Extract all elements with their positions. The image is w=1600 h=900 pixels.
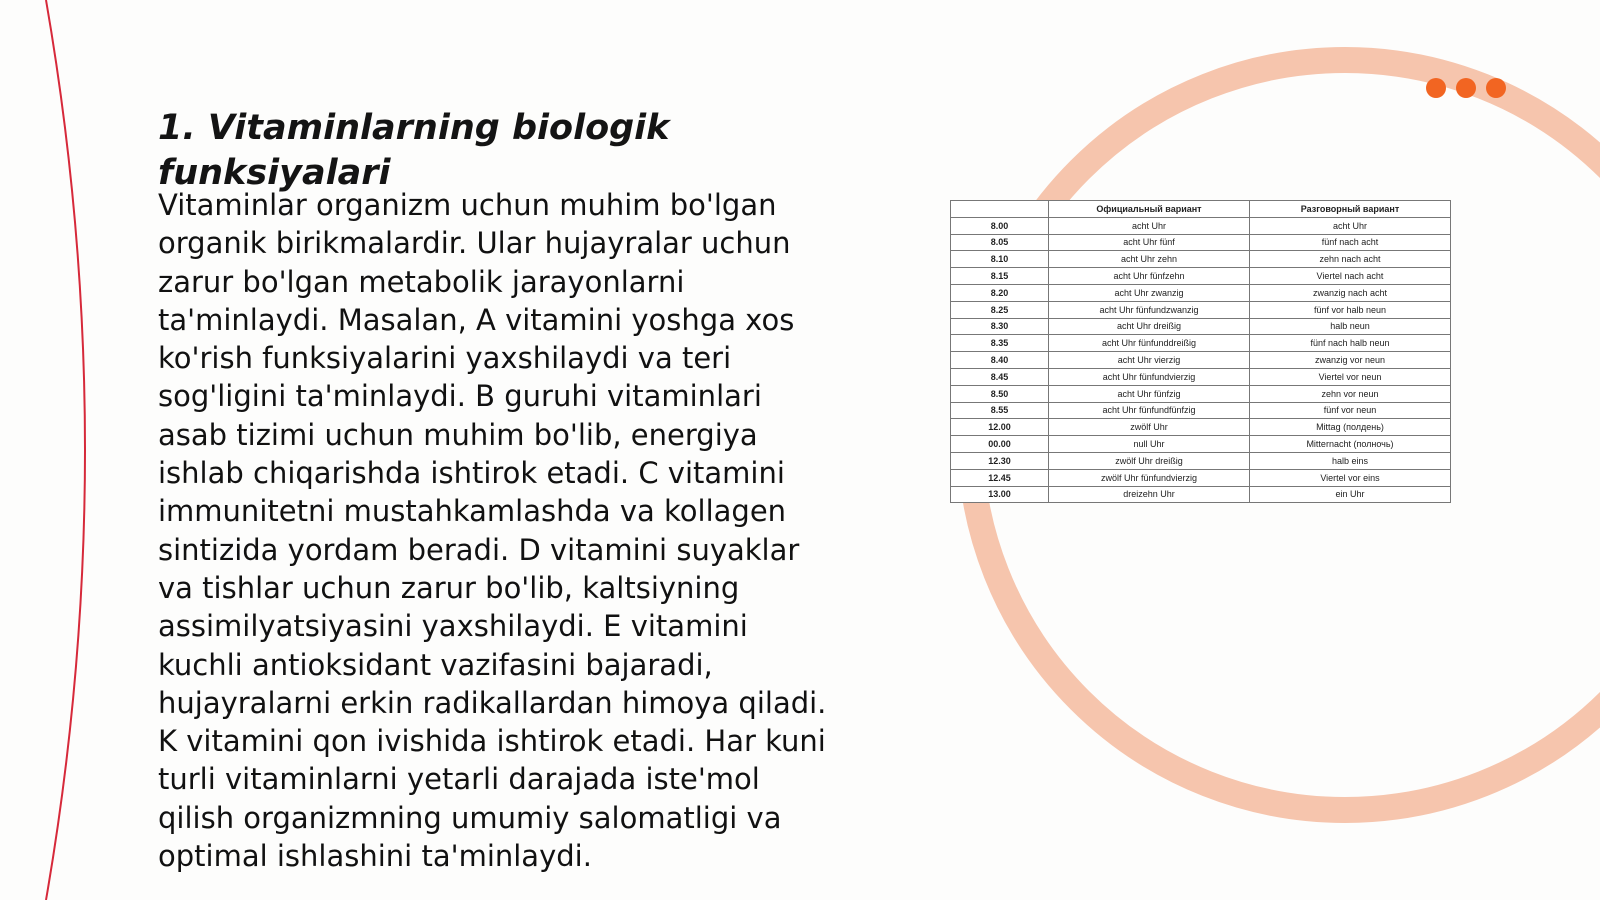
table-row — [951, 234, 1451, 251]
colloquial-variant-cell: fünf vor halb neun — [1250, 301, 1451, 318]
colloquial-variant-cell: zwanzig nach acht — [1250, 284, 1451, 301]
colloquial-variant-cell: fünf vor neun — [1250, 402, 1451, 419]
official-variant-cell: zwölf Uhr dreißig — [1049, 452, 1250, 469]
table-header-row — [951, 201, 1451, 218]
time-table — [950, 200, 1451, 503]
dot-2 — [1456, 78, 1476, 98]
time-cell: 13.00 — [951, 486, 1049, 503]
table-row — [951, 486, 1451, 503]
table-row — [951, 251, 1451, 268]
official-variant-cell: acht Uhr fünf — [1049, 234, 1250, 251]
table-row — [951, 217, 1451, 234]
table-row — [951, 385, 1451, 402]
time-cell: 8.20 — [951, 284, 1049, 301]
table-row — [951, 368, 1451, 385]
table-row — [951, 335, 1451, 352]
time-cell: 8.10 — [951, 251, 1049, 268]
colloquial-variant-cell: ein Uhr — [1250, 486, 1451, 503]
colloquial-variant-cell: halb eins — [1250, 452, 1451, 469]
time-cell: 12.45 — [951, 469, 1049, 486]
colloquial-variant-cell: fünf nach acht — [1250, 234, 1451, 251]
table-row — [951, 436, 1451, 453]
colloquial-variant-cell: Viertel vor neun — [1250, 368, 1451, 385]
official-variant-cell: zwölf Uhr fünfundvierzig — [1049, 469, 1250, 486]
official-variant-cell: acht Uhr fünfzig — [1049, 385, 1250, 402]
time-cell: 8.00 — [951, 217, 1049, 234]
colloquial-variant-cell: fünf nach halb neun — [1250, 335, 1451, 352]
colloquial-variant-cell: acht Uhr — [1250, 217, 1451, 234]
time-cell: 8.35 — [951, 335, 1049, 352]
table-row — [951, 268, 1451, 285]
colloquial-variant-cell: Mittag (полдень) — [1250, 419, 1451, 436]
time-cell: 8.15 — [951, 268, 1049, 285]
colloquial-variant-cell: Mitternacht (полночь) — [1250, 436, 1451, 453]
time-cell: 12.00 — [951, 419, 1049, 436]
official-variant-cell: acht Uhr fünfundfünfzig — [1049, 402, 1250, 419]
colloquial-variant-cell: zwanzig vor neun — [1250, 352, 1451, 369]
table-header-cell — [951, 201, 1049, 218]
official-variant-cell: acht Uhr fünfundvierzig — [1049, 368, 1250, 385]
table-row — [951, 402, 1451, 419]
official-variant-cell: acht Uhr dreißig — [1049, 318, 1250, 335]
time-cell: 8.50 — [951, 385, 1049, 402]
official-variant-cell: acht Uhr fünfundzwanzig — [1049, 301, 1250, 318]
official-variant-cell: dreizehn Uhr — [1049, 486, 1250, 503]
colloquial-variant-cell: halb neun — [1250, 318, 1451, 335]
table-row — [951, 452, 1451, 469]
time-cell: 8.05 — [951, 234, 1049, 251]
official-variant-cell: acht Uhr zehn — [1049, 251, 1250, 268]
time-cell: 8.40 — [951, 352, 1049, 369]
dot-3 — [1486, 78, 1506, 98]
table-row — [951, 301, 1451, 318]
time-cell: 8.45 — [951, 368, 1049, 385]
table-row — [951, 352, 1451, 369]
slide-body-text: Vitaminlar organizm uchun muhim bo'lgan organik birikmalardir. Ular hujayralar uchun zarur bo'lgan metabolik jarayonlarni ta'minlaydi. Masalan, A vitamini yoshga xos ko'rish funksiyalarini yaxshilaydi va teri sog'ligini ta'minlaydi. B guruhi vitaminlari asab tizimi uchun muhim bo'lib, energiya ishlab chiqarishda ishtirok etadi. C vitamini immunitetni mustahkamlashda va kollagen sintizida yordam beradi. D vitamini suyaklar va tishlar uchun zarur bo'lib, kaltsiyning assimilyatsiyasini yaxshilaydi. E vitamini kuchli antioksidant vazifasini bajaradi, hujayralarni erkin radikallardan himoya qiladi. K vitamini qon ivishida ishtirok etadi. Har kuni turli vitaminlarni yetarli darajada iste'mol qilish organizmning umumiy salomatligi va optimal ishlashini ta'minlaydi. — [158, 188, 827, 874]
colloquial-variant-cell: Viertel nach acht — [1250, 268, 1451, 285]
table-row — [951, 318, 1451, 335]
table-header-cell: Официальный вариант — [1049, 201, 1250, 218]
table-row — [951, 419, 1451, 436]
more-dots-icon — [1426, 78, 1506, 98]
slide-title: 1. Vitaminlarning biologik funksiyalari — [158, 108, 670, 193]
time-cell: 8.55 — [951, 402, 1049, 419]
time-cell: 8.30 — [951, 318, 1049, 335]
table-header-cell: Разговорный вариант — [1250, 201, 1451, 218]
dot-1 — [1426, 78, 1446, 98]
official-variant-cell: acht Uhr fünfzehn — [1049, 268, 1250, 285]
official-variant-cell: zwölf Uhr — [1049, 419, 1250, 436]
official-variant-cell: acht Uhr zwanzig — [1049, 284, 1250, 301]
left-accent-curve — [46, 0, 85, 900]
table-row — [951, 284, 1451, 301]
colloquial-variant-cell: zehn nach acht — [1250, 251, 1451, 268]
time-cell: 8.25 — [951, 301, 1049, 318]
time-cell: 00.00 — [951, 436, 1049, 453]
time-cell: 12.30 — [951, 452, 1049, 469]
official-variant-cell: acht Uhr vierzig — [1049, 352, 1250, 369]
table-row — [951, 469, 1451, 486]
official-variant-cell: acht Uhr fünfunddreißig — [1049, 335, 1250, 352]
colloquial-variant-cell: Viertel vor eins — [1250, 469, 1451, 486]
official-variant-cell: null Uhr — [1049, 436, 1250, 453]
colloquial-variant-cell: zehn vor neun — [1250, 385, 1451, 402]
time-table-image — [950, 200, 1450, 503]
official-variant-cell: acht Uhr — [1049, 217, 1250, 234]
